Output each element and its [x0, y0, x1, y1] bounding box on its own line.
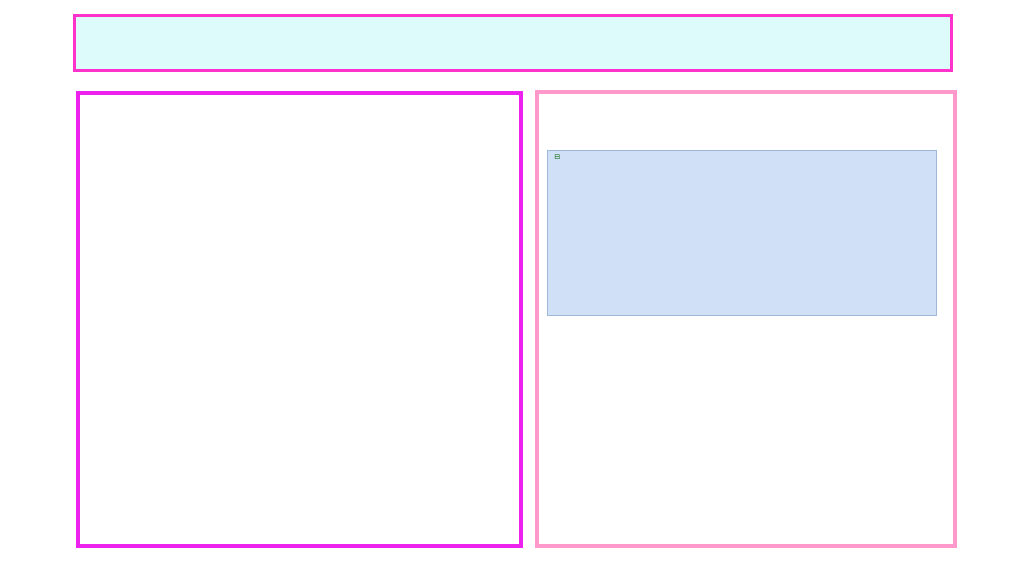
- spec-document: [94, 155, 504, 169]
- collapse-icon[interactable]: ⊟: [554, 152, 561, 161]
- right-panel: [535, 90, 957, 548]
- left-panel: [76, 91, 523, 548]
- software-list-table: [547, 150, 937, 316]
- slide-title-box: [73, 14, 953, 72]
